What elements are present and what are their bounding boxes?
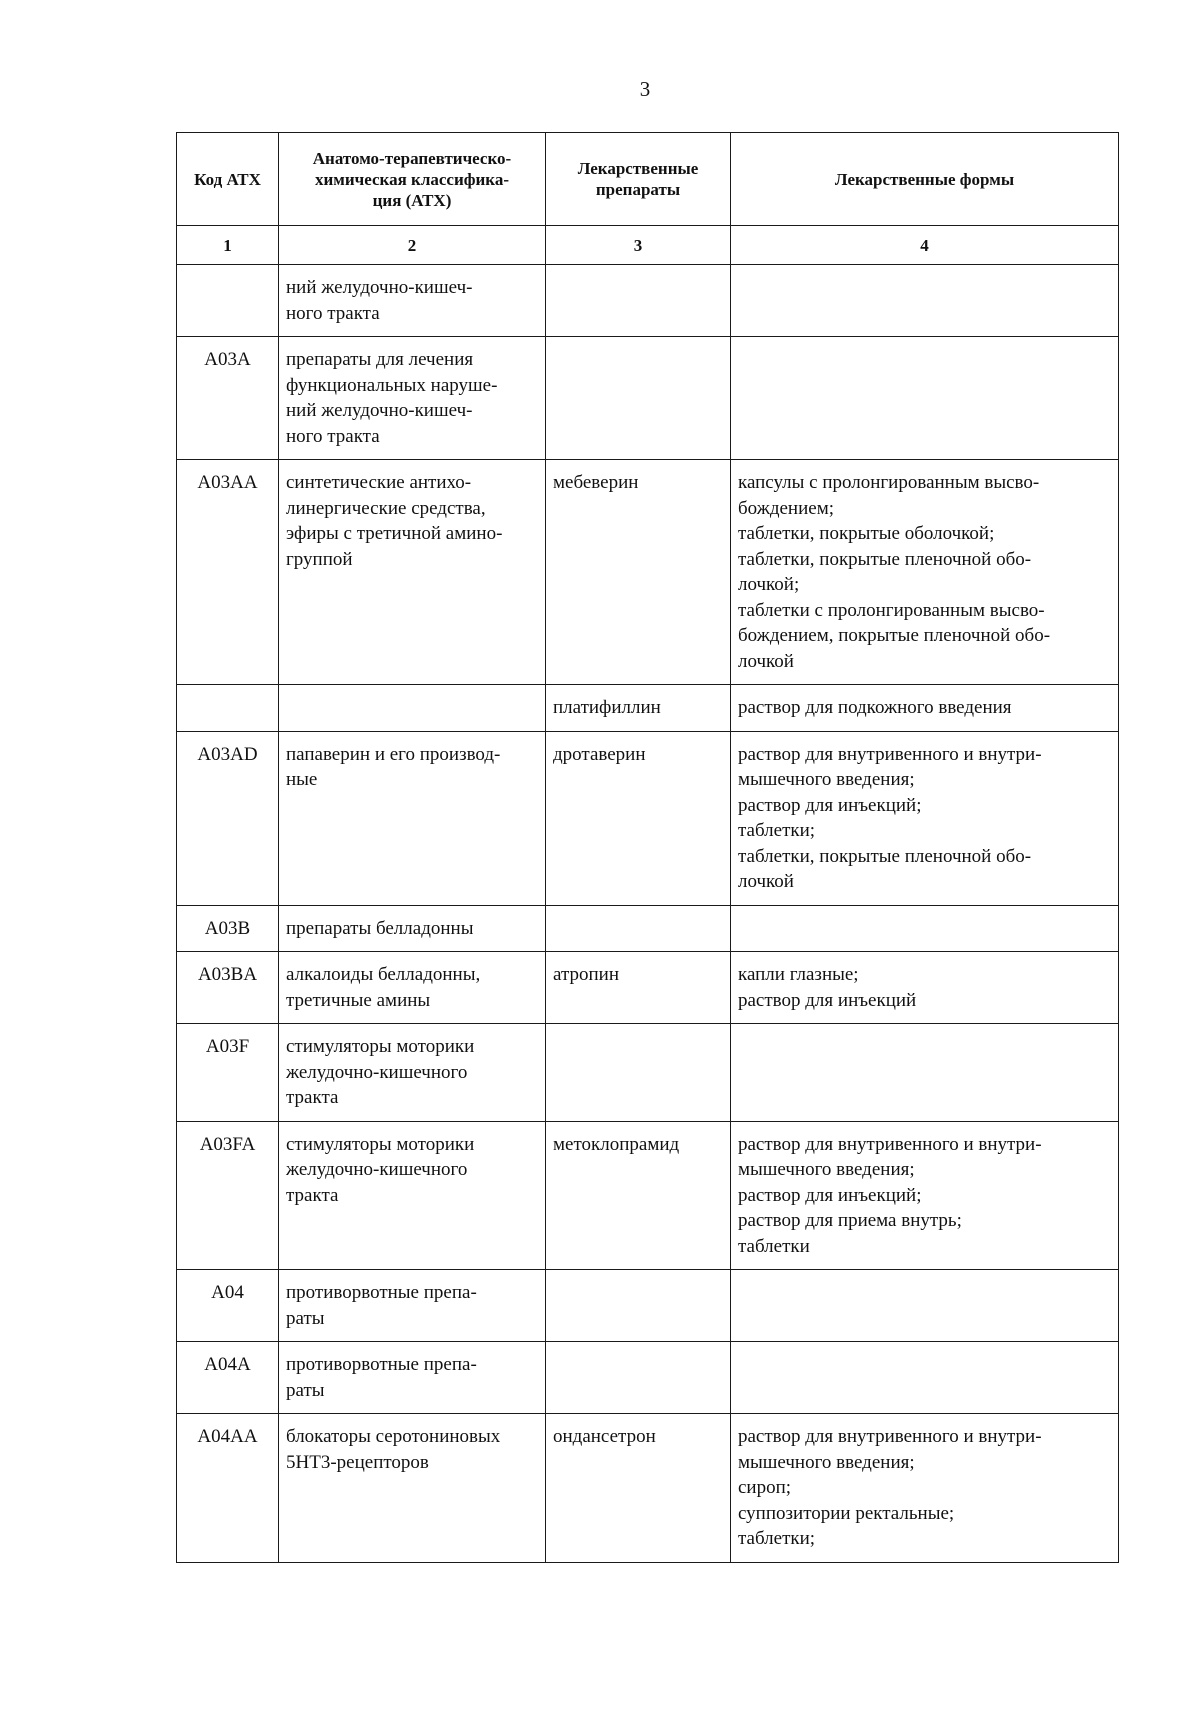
atx-classification [279,685,546,732]
drug-name: мебеверин [546,460,731,685]
dosage-forms [731,337,1119,460]
drug-name [546,265,731,337]
drug-name: дротаверин [546,731,731,905]
dosage-forms: раствор для внутривенного и внутри- мышечного введения; сироп; суппозитории ректальные; таблетки; [731,1414,1119,1563]
dosage-forms [731,1342,1119,1414]
dosage-forms: капсулы с пролонгированным высво- бождением; таблетки, покрытые оболочкой; таблетки, покрытые пленочной обо- лочкой; таблетки с пролонгированным высво- бождением, покрытые пленочной обо- лочкой [731,460,1119,685]
atx-classification: препараты для лечения функциональных наруше- ний желудочно-кишеч- ного тракта [279,337,546,460]
drug-name: платифиллин [546,685,731,732]
dosage-forms [731,1024,1119,1122]
atx-classification: противорвотные препа- раты [279,1342,546,1414]
drug-name [546,1024,731,1122]
drug-name [546,1342,731,1414]
dosage-forms [731,265,1119,337]
header-forms: Лекарственные формы [731,133,1119,226]
table-row [177,1414,1119,1563]
dosage-forms: раствор для внутривенного и внутри- мышечного введения; раствор для инъекций; раствор для приема внутрь; таблетки [731,1121,1119,1270]
atx-code: A03BA [177,952,279,1024]
dosage-forms: раствор для подкожного введения [731,685,1119,732]
atx-code [177,265,279,337]
header-drugs: Лекарственные препараты [546,133,731,226]
table-row [177,1121,1119,1270]
atx-classification: стимуляторы моторики желудочно-кишечного тракта [279,1024,546,1122]
table-row [177,460,1119,685]
table-row [177,952,1119,1024]
column-number: 2 [279,226,546,265]
table-row [177,265,1119,337]
atx-classification: стимуляторы моторики желудочно-кишечного тракта [279,1121,546,1270]
dosage-forms [731,1270,1119,1342]
page-number: 3 [639,77,651,101]
dosage-forms [731,905,1119,952]
table-row [177,337,1119,460]
atx-classification: папаверин и его производ- ные [279,731,546,905]
atx-code: A04A [177,1342,279,1414]
atx-code: A04AA [177,1414,279,1563]
atx-code: A03FA [177,1121,279,1270]
atx-code: A03B [177,905,279,952]
drug-name [546,905,731,952]
drug-name: ондансетрон [546,1414,731,1563]
header-code: Код АТХ [177,133,279,226]
table-row [177,731,1119,905]
table-row [177,1342,1119,1414]
column-number: 4 [731,226,1119,265]
drug-name [546,337,731,460]
atx-code: A03AD [177,731,279,905]
atx-classification: алкалоиды белладонны, третичные амины [279,952,546,1024]
table-header-row [177,133,1119,226]
column-number: 1 [177,226,279,265]
column-number: 3 [546,226,731,265]
drug-name: атропин [546,952,731,1024]
atx-code: A04 [177,1270,279,1342]
table-row [177,1024,1119,1122]
atx-table [176,132,1119,1563]
atx-code: A03A [177,337,279,460]
atx-code [177,685,279,732]
table-row [177,905,1119,952]
table-row [177,1270,1119,1342]
dosage-forms: раствор для внутривенного и внутри- мышечного введения; раствор для инъекций; таблетки; таблетки, покрытые пленочной обо- лочкой [731,731,1119,905]
atx-classification: противорвотные препа- раты [279,1270,546,1342]
atx-classification: препараты белладонны [279,905,546,952]
atx-classification: ний желудочно-кишеч- ного тракта [279,265,546,337]
atx-classification: синтетические антихо- линергические средства, эфиры с третичной амино- группой [279,460,546,685]
column-number-row [177,226,1119,265]
drug-name [546,1270,731,1342]
atx-code: A03AA [177,460,279,685]
atx-code: A03F [177,1024,279,1122]
dosage-forms: капли глазные; раствор для инъекций [731,952,1119,1024]
drug-name: метоклопрамид [546,1121,731,1270]
atx-classification: блокаторы серотониновых 5HT3-рецепторов [279,1414,546,1563]
table-row [177,685,1119,732]
header-classification: Анатомо-терапевтическо- химическая классифика- ция (АТХ) [279,133,546,226]
